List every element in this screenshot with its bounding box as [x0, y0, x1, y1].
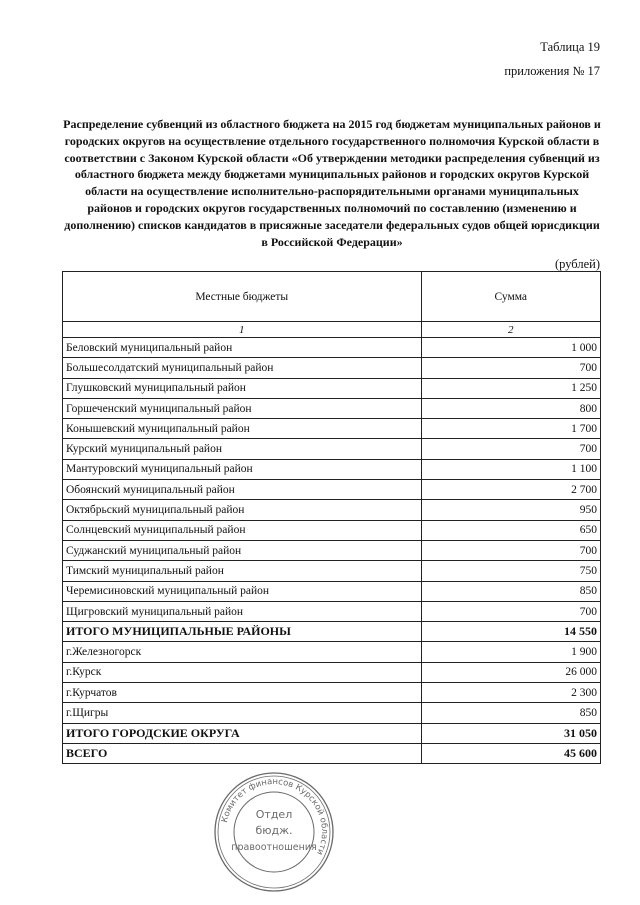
district-amount: 650 — [421, 520, 600, 540]
district-name: Беловский муниципальный район — [63, 338, 422, 358]
table-row — [63, 642, 601, 662]
district-name: Солнцевский муниципальный район — [63, 520, 422, 540]
document-title: Распределение субвенций из областного бюджета на 2015 год бюджетам муниципальных районов и городских округов на осуществление отдельного государственного полномочия Курской области в соответствии с Законом Курской области «Об утверждении методики распределения субвенций из областного бюджета между бюджетами муниципальных районов и городских округов Курской области на осуществление исполнительно-распорядительными органами муниципальных районов и городских округов государственных полномочий по составлению (изменению и дополнению) списков кандидатов в присяжные заседатели федеральных судов общей юрисдикции в Российской Федерации» — [63, 117, 601, 249]
table-row — [63, 398, 601, 418]
district-amount: 700 — [421, 601, 600, 621]
district-name: Глушковский муниципальный район — [63, 378, 422, 398]
column-number-1: 1 — [63, 322, 422, 338]
district-amount: 950 — [421, 500, 600, 520]
table-row — [63, 500, 601, 520]
table-row — [63, 459, 601, 479]
district-name: Черемисиновский муниципальный район — [63, 581, 422, 601]
grand-total-amount: 45 600 — [421, 743, 600, 763]
column-header-budgets: Местные бюджеты — [63, 272, 422, 322]
seal-line-2: бюдж. — [255, 824, 293, 837]
district-name: Курский муниципальный район — [63, 439, 422, 459]
district-name: Горшеченский муниципальный район — [63, 398, 422, 418]
district-amount: 1 700 — [421, 419, 600, 439]
district-name: Щигровский муниципальный район — [63, 601, 422, 621]
district-amount: 1 250 — [421, 378, 600, 398]
table-row — [63, 561, 601, 581]
district-amount: 1 000 — [421, 338, 600, 358]
grand-total-label: ВСЕГО — [63, 743, 422, 763]
district-name: Обоянский муниципальный район — [63, 480, 422, 500]
city-name: г.Щигры — [63, 703, 422, 723]
total-districts-amount: 14 550 — [421, 622, 600, 642]
units-label: (рублей) — [554, 257, 600, 271]
table-row — [63, 520, 601, 540]
city-name: г.Курск — [63, 662, 422, 682]
district-name: Мантуровский муниципальный район — [63, 459, 422, 479]
table-row — [63, 419, 601, 439]
district-amount: 750 — [421, 561, 600, 581]
column-number-row — [63, 322, 601, 338]
total-cities-amount: 31 050 — [421, 723, 600, 743]
grand-total-row — [63, 743, 601, 763]
city-amount: 26 000 — [421, 662, 600, 682]
district-amount: 800 — [421, 398, 600, 418]
total-districts-row — [63, 622, 601, 642]
city-amount: 1 900 — [421, 642, 600, 662]
district-amount: 850 — [421, 581, 600, 601]
district-amount: 700 — [421, 439, 600, 459]
column-number-2: 2 — [421, 322, 600, 338]
table-row — [63, 581, 601, 601]
table-row — [63, 338, 601, 358]
total-cities-label: ИТОГО ГОРОДСКИЕ ОКРУГА — [63, 723, 422, 743]
table-row — [63, 378, 601, 398]
district-name: Большесолдатский муниципальный район — [63, 358, 422, 378]
seal-line-1: Отдел — [255, 808, 293, 821]
district-amount: 1 100 — [421, 459, 600, 479]
city-amount: 2 300 — [421, 683, 600, 703]
district-amount: 700 — [421, 358, 600, 378]
district-amount: 700 — [421, 540, 600, 560]
district-name: Октябрьский муниципальный район — [63, 500, 422, 520]
district-name: Конышевский муниципальный район — [63, 419, 422, 439]
seal-ring-text: Комитет финансов Курской области — [219, 776, 330, 857]
table-row — [63, 703, 601, 723]
table-row — [63, 683, 601, 703]
table-row — [63, 358, 601, 378]
table-row — [63, 662, 601, 682]
city-name: г.Курчатов — [63, 683, 422, 703]
city-amount: 850 — [421, 703, 600, 723]
table-row — [63, 540, 601, 560]
table-row — [63, 601, 601, 621]
total-districts-label: ИТОГО МУНИЦИПАЛЬНЫЕ РАЙОНЫ — [63, 622, 422, 642]
district-name: Суджанский муниципальный район — [63, 540, 422, 560]
table-row — [63, 480, 601, 500]
seal-line-3: правоотношения — [231, 842, 317, 853]
subsidy-table — [62, 271, 601, 764]
table-row — [63, 439, 601, 459]
district-name: Тимский муниципальный район — [63, 561, 422, 581]
table-header-row — [63, 272, 601, 322]
city-name: г.Железногорск — [63, 642, 422, 662]
total-cities-row — [63, 723, 601, 743]
table-number: Таблица 19 — [540, 40, 600, 54]
district-amount: 2 700 — [421, 480, 600, 500]
official-seal-stamp — [212, 770, 336, 894]
appendix-number: приложения № 17 — [504, 64, 600, 78]
column-header-amount: Сумма — [421, 272, 600, 322]
